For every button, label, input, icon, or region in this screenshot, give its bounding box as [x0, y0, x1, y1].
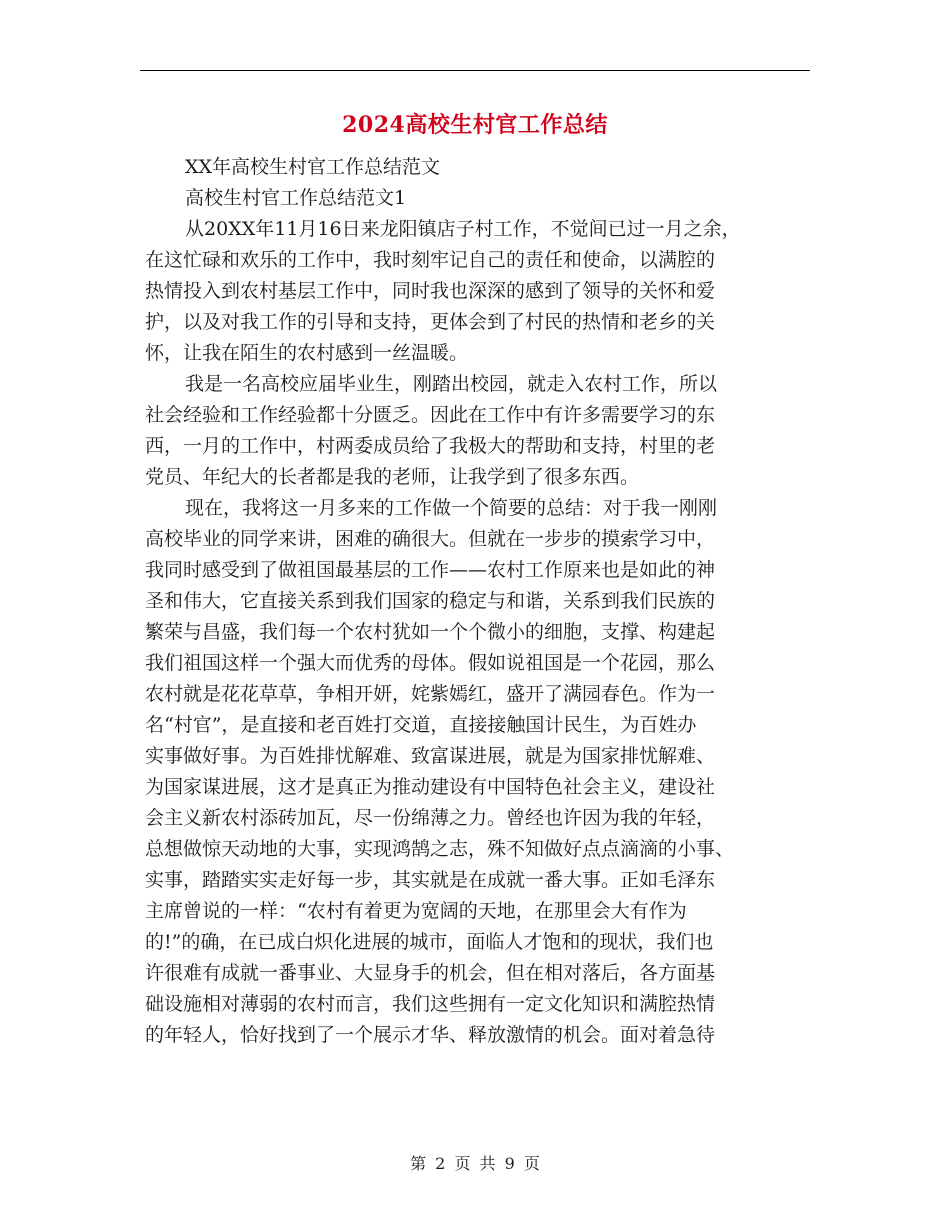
header-rule — [140, 70, 810, 71]
body-line: XX年高校生村官工作总结范文 — [185, 156, 441, 178]
body-line: 为国家谋进展，这才是真正为推动建设有中国特色社会主义，建设社 — [145, 776, 716, 798]
body-line: 护，以及对我工作的引导和支持，更体会到了村民的热情和老乡的关 — [145, 311, 716, 333]
body-line: 名“村官”，是直接和老百姓打交道，直接接触国计民生，为百姓办 — [145, 714, 697, 736]
body-line: 许很难有成就一番事业、大显身手的机会，但在相对落后，各方面基 — [145, 962, 716, 984]
body-line: 实事做好事。为百姓排忧解难、致富谋进展，就是为国家排忧解难、 — [145, 745, 716, 767]
body-line: 础设施相对薄弱的农村而言，我们这些拥有一定文化知识和满腔热情 — [145, 993, 716, 1015]
document-title: 2024高校生村官工作总结 — [342, 112, 608, 138]
body-line: 的!”的确，在已成白炽化进展的城市，面临人才饱和的现状，我们也 — [145, 931, 714, 953]
body-line: 我同时感受到了做祖国最基层的工作——农村工作原来也是如此的神 — [145, 559, 716, 581]
body-line: 怀，让我在陌生的农村感到一丝温暖。 — [145, 342, 469, 364]
body-line: 从20XX年11月16日来龙阳镇店子村工作，不觉间已过一月之余， — [185, 218, 741, 240]
body-line: 圣和伟大，它直接关系到我们国家的稳定与和谐，关系到我们民族的 — [145, 590, 716, 612]
body-line: 我是一名高校应届毕业生，刚踏出校园，就走入农村工作，所以 — [185, 373, 718, 395]
body-line: 会主义新农村添砖加瓦，尽一份绵薄之力。曾经也许因为我的年轻， — [145, 807, 716, 829]
body-line: 我们祖国这样一个强大而优秀的母体。假如说祖国是一个花园，那么 — [145, 652, 716, 674]
body-line: 热情投入到农村基层工作中，同时我也深深的感到了领导的关怀和爱 — [145, 280, 716, 302]
body-line: 的年轻人，恰好找到了一个展示才华、释放激情的机会。面对着急待 — [145, 1024, 716, 1046]
body-line: 繁荣与昌盛，我们每一个农村犹如一个个微小的细胞，支撑、构建起 — [145, 621, 716, 643]
body-line: 社会经验和工作经验都十分匮乏。因此在工作中有许多需要学习的东 — [145, 404, 716, 426]
body-line: 主席曾说的一样：“农村有着更为宽阔的天地，在那里会大有作为 — [145, 900, 687, 922]
body-line: 在这忙碌和欢乐的工作中，我时刻牢记自己的责任和使命，以满腔的 — [145, 249, 716, 271]
document-body — [145, 152, 813, 1051]
page-number-footer: 第 2 页 共 9 页 — [410, 1154, 540, 1173]
body-line: 实事，踏踏实实走好每一步，其实就是在成就一番大事。正如毛泽东 — [145, 869, 716, 891]
body-line: 总想做惊天动地的大事，实现鸿鹄之志，殊不知做好点点滴滴的小事、 — [145, 838, 735, 860]
body-line: 农村就是花花草草，争相开妍，姹紫嫣红，盛开了满园春色。作为一 — [145, 683, 716, 705]
body-line: 西，一月的工作中，村两委成员给了我极大的帮助和支持，村里的老 — [145, 435, 716, 457]
body-line: 现在，我将这一月多来的工作做一个简要的总结：对于我一刚刚 — [185, 497, 718, 519]
body-line: 高校生村官工作总结范文1 — [185, 187, 407, 209]
body-line: 高校毕业的同学来讲，困难的确很大。但就在一步步的摸索学习中， — [145, 528, 716, 550]
body-line: 党员、年纪大的长者都是我的老师，让我学到了很多东西。 — [145, 466, 640, 488]
